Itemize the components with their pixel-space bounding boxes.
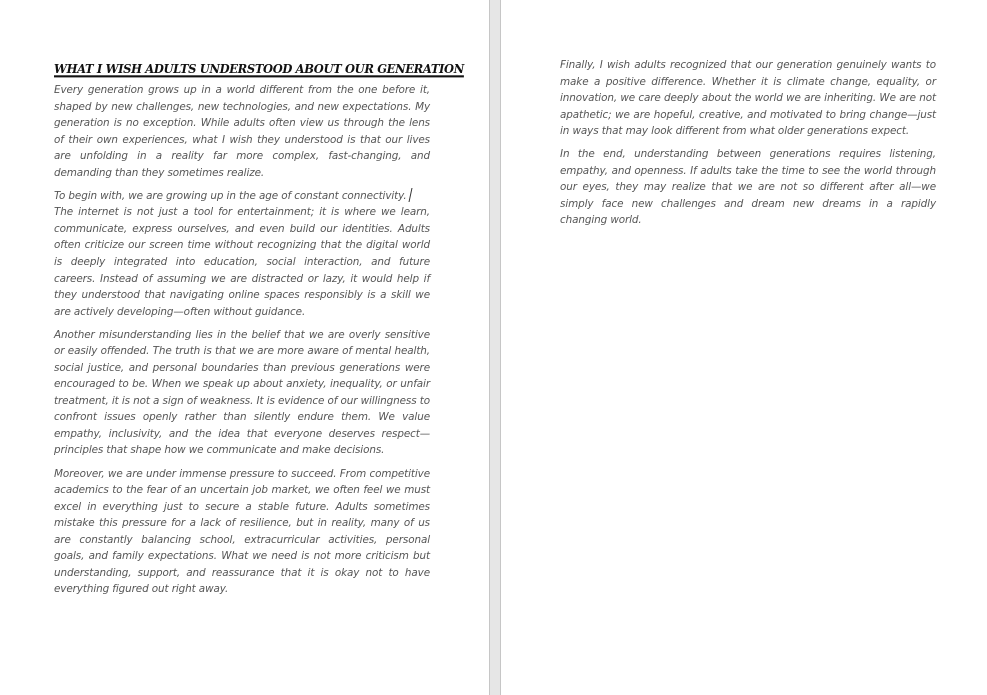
paragraph-connectivity[interactable] [54,188,430,320]
paragraph-pressure[interactable]: Moreover, we are under immense pressure to succeed. From competitive academics to the fear of an uncertain job market, we often feel we must excel in everything just to secure a stable future. Adults sometimes mistake this pressure for a lack of resilience, but in reality, many of us are constantly balancing school, extracurricular activities, personal goals, and family expectations. What we need is not more criticism but understanding, support, and reassurance that it is okay not to have everything figured out right away. [54,467,430,596]
document-title[interactable]: WHAT I WISH ADULTS UNDERSTOOD ABOUT OUR GENERATION [54,61,464,77]
paragraph-connectivity-first-sentence[interactable]: To begin with, we are growing up in the age of constant connectivity. [54,189,407,202]
paragraph-positive-difference[interactable]: Finally, I wish adults recognized that our generation genuinely wants to make a positive difference. Whether it is climate change, equality, or innovation, we care deeply about the world we are inheriting. We are not apathetic; we are hopeful, creative, and motivated to bring change—just in ways that may look different from what older generations expect. [560,59,936,138]
page-2-text-column[interactable] [560,57,936,235]
page-1-text-column[interactable] [54,60,464,604]
paragraph-connectivity-body[interactable]: The internet is not just a tool for entertainment; it is where we learn, communicate, express ourselves, and even build our identities. Adults often criticize our screen time without recognizing that the digital world is deeply integrated into education, social interaction, and future careers. Instead of assuming we are distracted or lazy, it would help if they understood that navigating online spaces responsibly is a skill we are actively developing—often without guidance. [54,206,430,318]
document-page-2[interactable] [501,0,987,695]
paragraph-conclusion[interactable]: In the end, understanding between generations requires listening, empathy, and openness. If adults take the time to see the world through our eyes, they may realize that we are not so different after all—we simply face new challenges and dream new dreams in a rapidly changing world. [560,148,936,227]
document-page-1[interactable] [0,0,489,695]
paragraph-sensitivity[interactable]: Another misunderstanding lies in the belief that we are overly sensitive or easily offended. The truth is that we are more aware of mental health, social justice, and personal boundaries than previous generations were encouraged to be. When we speak up about anxiety, inequality, or unfair treatment, it is not a sign of weakness. It is evidence of our willingness to confront issues openly rather than silently endure them. We value empathy, inclusivity, and the idea that everyone deserves respect—principles that shape how we communicate and make decisions. [54,328,430,457]
text-cursor [408,188,412,202]
paragraph-intro[interactable]: Every generation grows up in a world different from the one before it, shaped by new challenges, new technologies, and new expectations. My generation is no exception. While adults often view us through the lens of their own experiences, what I wish they understood is that our lives are unfolding in a reality far more complex, fast-changing, and demanding than they sometimes realize. [54,84,430,179]
page-separator [489,0,501,695]
